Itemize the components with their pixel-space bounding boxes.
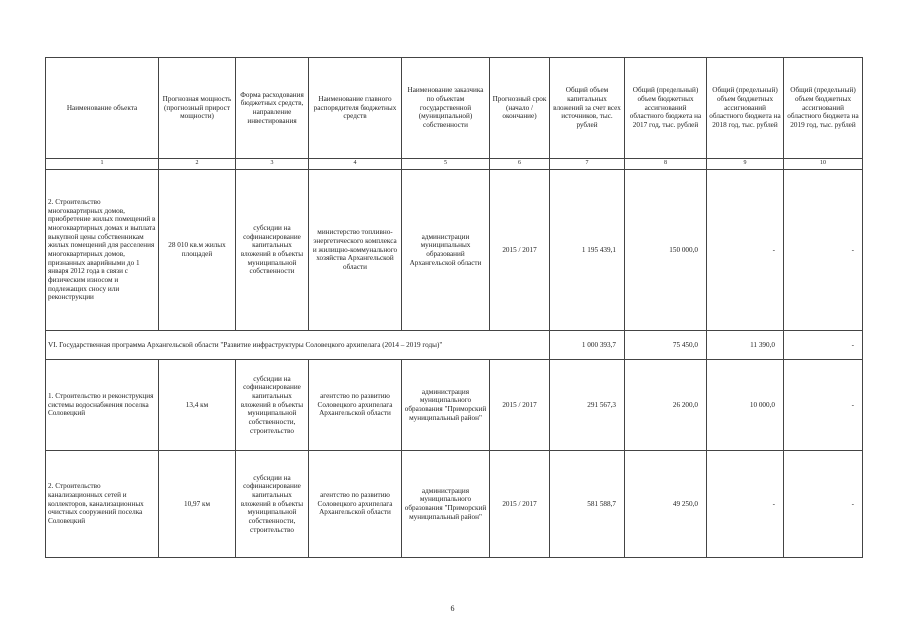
col-number: 6	[490, 159, 550, 170]
budget-manager-cell: агентство по развитию Соловецкого архипелага Архангельской области	[309, 451, 402, 558]
total-investment-cell: 1 000 393,7	[550, 331, 625, 360]
customer-cell: администрация муниципального образования "Приморский муниципальный район"	[402, 360, 490, 451]
col-number: 5	[402, 159, 490, 170]
budget-2018-cell: -	[707, 451, 784, 558]
object-name-cell: 2. Строительство многоквартирных домов, приобретение жилых помещений в многоквартирных домах и выплата выкупной цены собственникам жилых помещений для расселения многоквартирных домов, признанных аварийными до 1 января 2012 года в связи с физическим износом и подлежащих сносу или реконструкции	[46, 170, 159, 331]
object-name-cell: 1. Строительство и реконструкция системы водоснабжения поселка Соловецкий	[46, 360, 159, 451]
term-cell: 2015 / 2017	[490, 170, 550, 331]
budget-2017-cell: 26 200,0	[625, 360, 707, 451]
col-number: 10	[784, 159, 863, 170]
budget-manager-cell: агентство по развитию Соловецкого архипелага Архангельской области	[309, 360, 402, 451]
budget-2018-cell: -	[707, 170, 784, 331]
header-total-investment: Общий объем капитальных вложений за счет всех источников, тыс. рублей	[550, 58, 625, 159]
budget-2018-cell: 10 000,0	[707, 360, 784, 451]
header-spending-form: Форма расходования бюджетных средств, направление инвестирования	[236, 58, 309, 159]
investment-table	[45, 57, 863, 558]
col-number: 7	[550, 159, 625, 170]
header-capacity: Прогнозная мощность (прогнозный прирост мощности)	[159, 58, 236, 159]
customer-cell: администрации муниципальных образований Архангельской области	[402, 170, 490, 331]
customer-cell: администрация муниципального образования "Приморский муниципальный район"	[402, 451, 490, 558]
table-row	[46, 170, 863, 331]
budget-2019-cell: -	[784, 360, 863, 451]
budget-2019-cell: -	[784, 451, 863, 558]
header-object-name: Наименование объекта	[46, 58, 159, 159]
page-number: 6	[450, 604, 455, 613]
header-budget-2017: Общий (предельный) объем бюджетных ассигнований областного бюджета на 2017 год, тыс. рублей	[625, 58, 707, 159]
section-title: VI. Государственная программа Архангельской области "Развитие инфраструктуры Соловецкого архипелага (2014 – 2019 годы)"	[46, 331, 550, 360]
col-number: 9	[707, 159, 784, 170]
header-budget-2019: Общий (предельный) объем бюджетных ассигнований областного бюджета на 2019 год, тыс. рублей	[784, 58, 863, 159]
budget-2018-cell: 11 390,0	[707, 331, 784, 360]
object-name-cell: 2. Строительство канализационных сетей и коллекторов, канализационных очистных сооружений поселка Соловецкий	[46, 451, 159, 558]
section-row	[46, 331, 863, 360]
col-number: 3	[236, 159, 309, 170]
term-cell: 2015 / 2017	[490, 451, 550, 558]
budget-2019-cell: -	[784, 170, 863, 331]
table-row	[46, 451, 863, 558]
total-investment-cell: 581 588,7	[550, 451, 625, 558]
header-customer: Наименование заказчика по объектам государственной (муниципальной) собственности	[402, 58, 490, 159]
header-term: Прогнозный срок (начало / окончание)	[490, 58, 550, 159]
col-number: 2	[159, 159, 236, 170]
table-row	[46, 360, 863, 451]
budget-2017-cell: 75 450,0	[625, 331, 707, 360]
capacity-cell: 13,4 км	[159, 360, 236, 451]
col-number: 4	[309, 159, 402, 170]
total-investment-cell: 1 195 439,1	[550, 170, 625, 331]
budget-2019-cell: -	[784, 331, 863, 360]
spending-form-cell: субсидии на софинансирование капитальных вложений в объекты муниципальной собственности, строительство	[236, 360, 309, 451]
header-budget-2018: Общий (предельный) объем бюджетных ассигнований областного бюджета на 2018 год, тыс. рублей	[707, 58, 784, 159]
spending-form-cell: субсидии на софинансирование капитальных вложений в объекты муниципальной собственности	[236, 170, 309, 331]
budget-manager-cell: министерство топливно-энергетического комплекса и жилищно-коммунального хозяйства Архангельской области	[309, 170, 402, 331]
column-number-row	[46, 159, 863, 170]
capacity-cell: 28 010 кв.м жилых площадей	[159, 170, 236, 331]
spending-form-cell: субсидии на софинансирование капитальных вложений в объекты муниципальной собственности, строительство	[236, 451, 309, 558]
term-cell: 2015 / 2017	[490, 360, 550, 451]
capacity-cell: 10,97 км	[159, 451, 236, 558]
col-number: 8	[625, 159, 707, 170]
total-investment-cell: 291 567,3	[550, 360, 625, 451]
budget-2017-cell: 49 250,0	[625, 451, 707, 558]
col-number: 1	[46, 159, 159, 170]
budget-2017-cell: 150 000,0	[625, 170, 707, 331]
header-budget-manager: Наименование главного распорядителя бюджетных средств	[309, 58, 402, 159]
header-row	[46, 58, 863, 159]
